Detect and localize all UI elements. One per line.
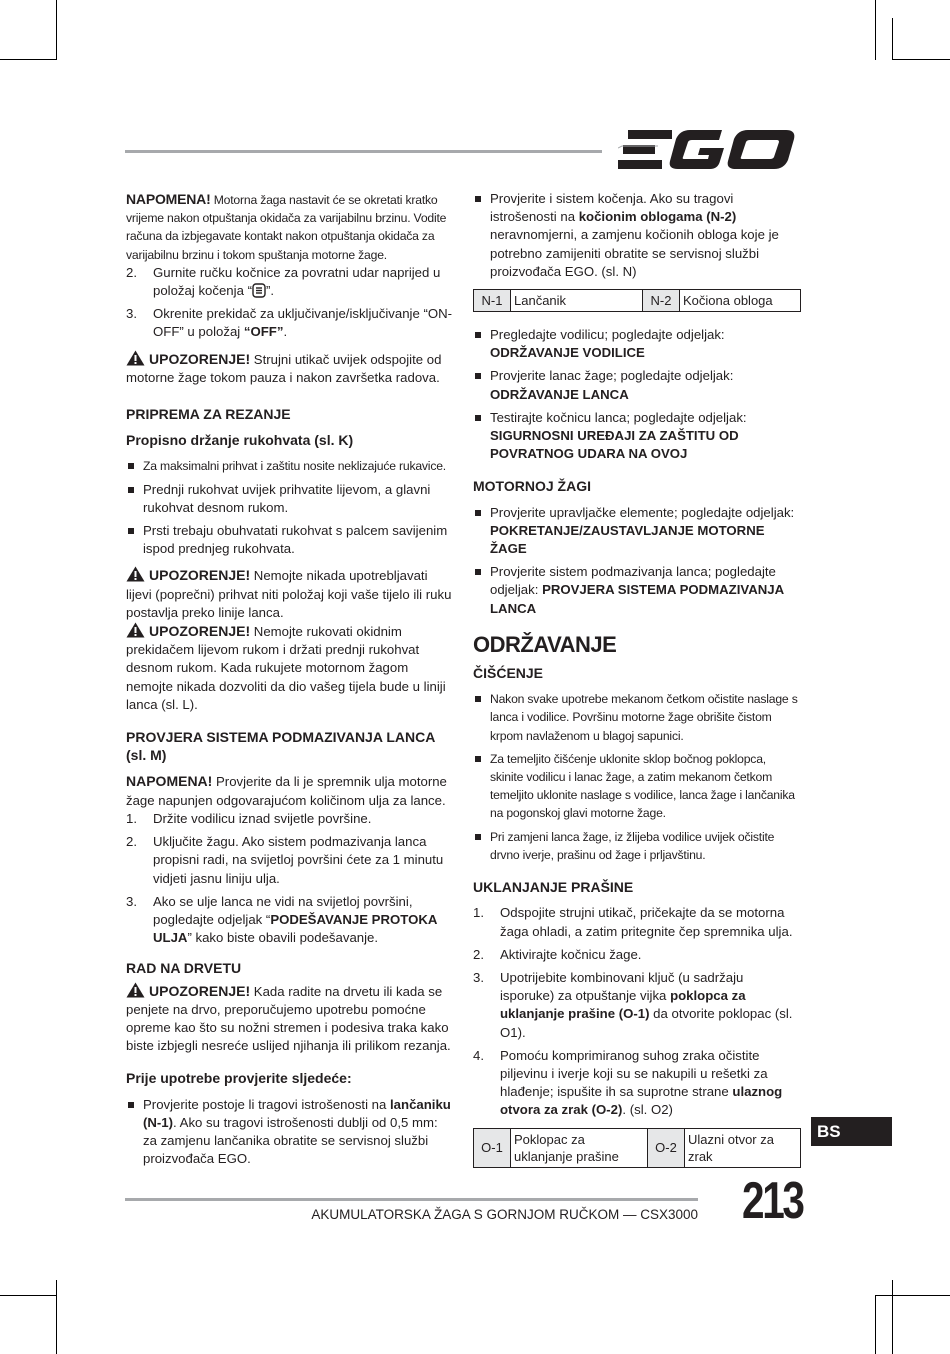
warning-paragraph: UPOZORENJE! Kada radite na drvetu ili kada se penjete na drvo, preporučujemo upotrebu pomoćne opreme kao što su nožni stremen i podesiva traka kako biste izbjegli nesreće uslijed njihanja ili prilikom rezanja. (126, 982, 451, 1054)
bullet-list (126, 1096, 453, 1169)
list-item: 2. Gurnite ručku kočnice za povratni udar naprijed u položaj kočenja “ ”. (126, 264, 441, 299)
header-rule (125, 150, 602, 153)
section-heading: PROVJERA SISTEMA PODMAZIVANJA LANCA (sl. M) (126, 729, 435, 764)
list-item: 4. Pomoću komprimiranog suhog zraka očistite piljevinu i iverje koji su se nakupili u rešetki za hlađenje; ispušite ih sa suprotne strane ulaznog otvora za zrak (O-2). (sl. O2) (473, 1047, 783, 1118)
page-number: 213 (742, 1172, 803, 1230)
table-row (474, 1128, 801, 1167)
note-paragraph: NAPOMENA! Provjerite da li je spremnik ulja motorne žage napunjen odgovarajućom količinom ulja za lance. (126, 773, 447, 808)
crop-mark (892, 18, 893, 60)
language-tab: BS (811, 1117, 892, 1146)
note-paragraph (126, 190, 453, 264)
list-item: 3. Ako se ulje lanca ne vidi na svijetloj površini, pogledajte odjeljak “PODEŠAVANJE PROTOKA ULJA” kako biste obavili podešavanje. (126, 893, 437, 946)
list-item: Provjerite lanac žage; pogledajte odjeljak: ODRŽAVANJE LANCA (473, 367, 801, 403)
brake-lock-icon (252, 283, 266, 298)
list-item: Prsti trebaju obuhvatati rukohvat s palcem savijenim ispod prednjeg rukohvata. (126, 522, 453, 558)
list-item: Provjerite i sistem kočenja. Ako su tragovi istrošenosti na kočionim oblogama (N-2) neravnomjerni, a zamjenu kočionih obloga koje je potrebno zamijeniti obratite se servisnoj službi proizvođača EGO. (sl. N) (473, 190, 801, 281)
warning-triangle-icon (126, 982, 145, 998)
ego-logo (618, 128, 800, 172)
steps-list (473, 904, 801, 1119)
list-item: Za maksimalni prihvat i zaštitu nosite neklizajuće rukavice. (126, 457, 453, 475)
list-item: Testirajte kočnicu lanca; pogledajte odjeljak: SIGURNOSNI UREĐAJI ZA ZAŠTITU OD POVRATNOG UDARA NA OVOJ (473, 409, 801, 464)
list-item: Provjerite postoje li tragovi istrošenosti na lančaniku (N-1). Ako su tragovi istrošenosti dublji od 0,5 mm: za zamjenu lančanika obratite se servisnoj službi proizvođača EGO. (126, 1096, 453, 1169)
table-cell: N-1 (474, 290, 511, 312)
list-item: 3. Okrenite prekidač za uključivanje/isključivanje “ON-OFF” u položaj “OFF”. (126, 306, 453, 340)
list-item: Za temeljito čišćenje uklonite sklop bočnog poklopca, skinite vodilicu i lanac žage, a zatim mekanom četkom temeljito uklonite naslage s vodilice, lanca žage i lančanika na pogonskoj glavi motorne žage. (473, 750, 801, 823)
list-item: 2. Uključite žagu. Ako sistem podmazivanja lanca propisni radi, na svijetloj površini ćete za 1 minutu vidjeti jasnu liniju ulja. (126, 834, 444, 886)
table-cell: Ulazni otvor za zrak (685, 1128, 801, 1167)
crop-mark (56, 0, 57, 60)
warning-label: UPOZORENJE! (149, 350, 251, 367)
list-item: Provjerite upravljačke elemente; pogledajte odjeljak: POKRETANJE/ZAUSTAVLJANJE MOTORNE ŽAGE (473, 504, 801, 559)
table-cell: Poklopac za uklanjanje prašine (511, 1128, 648, 1167)
crop-mark (875, 1295, 950, 1296)
footer-title: AKUMULATORSKA ŽAGA S GORNJOM RUČKOM — CSX3000 (311, 1207, 698, 1222)
bullet-list (126, 457, 453, 558)
list-item: 2. Aktivirajte kočnicu žage. (473, 946, 642, 962)
bullet-list (473, 690, 801, 864)
section-heading: UKLANJANJE PRAŠINE (473, 879, 634, 896)
crop-mark (892, 1280, 893, 1354)
steps-list (126, 810, 453, 947)
bullet-list (473, 326, 801, 463)
bullet-list (473, 504, 801, 618)
list-item: 1. Odspojite strujni utikač, pričekajte da se motorna žaga ohladi, a zatim pritegnite čep spremnika ulja. (473, 905, 793, 939)
list-item: Nakon svake upotrebe mekanom četkom očistite naslage s lanca i vodilice. Površinu motorne žage obrišite čistom krpom navlaženom u blagoj sapunici. (473, 690, 801, 745)
warning-paragraph: UPOZORENJE! Strujni utikač uvijek odspojite od motorne žage tokom pauza i nakon završetka radova. (126, 350, 442, 385)
chapter-heading: ODRŽAVANJE (473, 631, 617, 657)
crop-mark (875, 1295, 876, 1354)
footer-rule (125, 1198, 698, 1201)
crop-mark (0, 59, 57, 60)
section-heading: ČIŠĆENJE (473, 665, 544, 682)
table-cell: Lančanik (511, 290, 643, 312)
subsection-heading: Prije upotrebe provjerite sljedeće: (126, 1070, 352, 1087)
list-item: Prednji rukohvat uvijek prihvatite lijevom, a glavni rukohvat desnom rukom. (126, 481, 453, 517)
crop-mark (875, 0, 876, 60)
crop-mark (0, 1295, 57, 1296)
parts-table (473, 289, 801, 312)
left-column (126, 190, 453, 1176)
section-heading: RAD NA DRVETU (126, 960, 242, 977)
warning-triangle-icon (126, 622, 145, 638)
warning-paragraph: UPOZORENJE! Nemojte nikada upotrebljavati lijevi (poprečni) prihvat niti položaj koji vaše tijelo ili ruku postavlja preko linije lanca. (126, 567, 452, 620)
warning-paragraph: UPOZORENJE! Nemojte rukovati okidnim prekidačem lijevom rukom i držati prednji rukohvat desnom rukom. Kada rukujete motornom žagom nemojte nikada dozvoliti da dio vašeg tijela bude u liniji lanca (sl. L). (126, 623, 446, 712)
note-text: Motorna žaga nastavit će se okretati kratko vrijeme nakon otpuštanja okidača za varijabilnu brzinu. Vodite računa da izbjegavate kontakt nakon otpuštanja okidača za varijabilnu brzinu i tokom spuštanja motorne žage. (126, 193, 447, 262)
crop-mark (892, 59, 950, 60)
list-item: 3. Upotrijebite kombinovani ključ (u sadržaju isporuke) za otpuštanje vijka poklopca za uklanjanje prašine (O-1) da otvorite poklopac (sl. O1). (473, 969, 793, 1040)
list-item: Pri zamjeni lanca žage, iz žlijeba vodilice uvijek očistite drvno iverje, prašinu od žage i prljavštinu. (473, 828, 801, 864)
table-cell: N-2 (643, 290, 680, 312)
note-label: NAPOMENA! (126, 191, 211, 207)
subsection-heading: Propisno držanje rukohvata (sl. K) (126, 432, 354, 449)
list-item: Pregledajte vodilicu; pogledajte odjeljak: ODRŽAVANJE VODILICE (473, 326, 801, 362)
parts-table (473, 1128, 801, 1168)
list-item: Provjerite sistem podmazivanja lanca; pogledajte odjeljak: PROVJERA SISTEMA PODMAZIVANJA LANCA (473, 563, 801, 618)
table-cell: Kočiona obloga (680, 290, 801, 312)
table-cell: O-1 (474, 1128, 511, 1167)
warning-triangle-icon (126, 566, 145, 582)
table-cell: O-2 (648, 1128, 685, 1167)
crop-mark (56, 1280, 57, 1354)
list-item: 1. Držite vodilicu iznad svijetle površine. (126, 810, 372, 826)
section-heading: MOTORNOJ ŽAGI (473, 478, 591, 495)
steps-list (126, 264, 453, 342)
warning-triangle-icon (126, 350, 145, 366)
bullet-list (473, 190, 801, 281)
table-row (474, 290, 801, 312)
right-column (473, 190, 801, 1182)
section-heading: PRIPREMA ZA REZANJE (126, 406, 291, 423)
